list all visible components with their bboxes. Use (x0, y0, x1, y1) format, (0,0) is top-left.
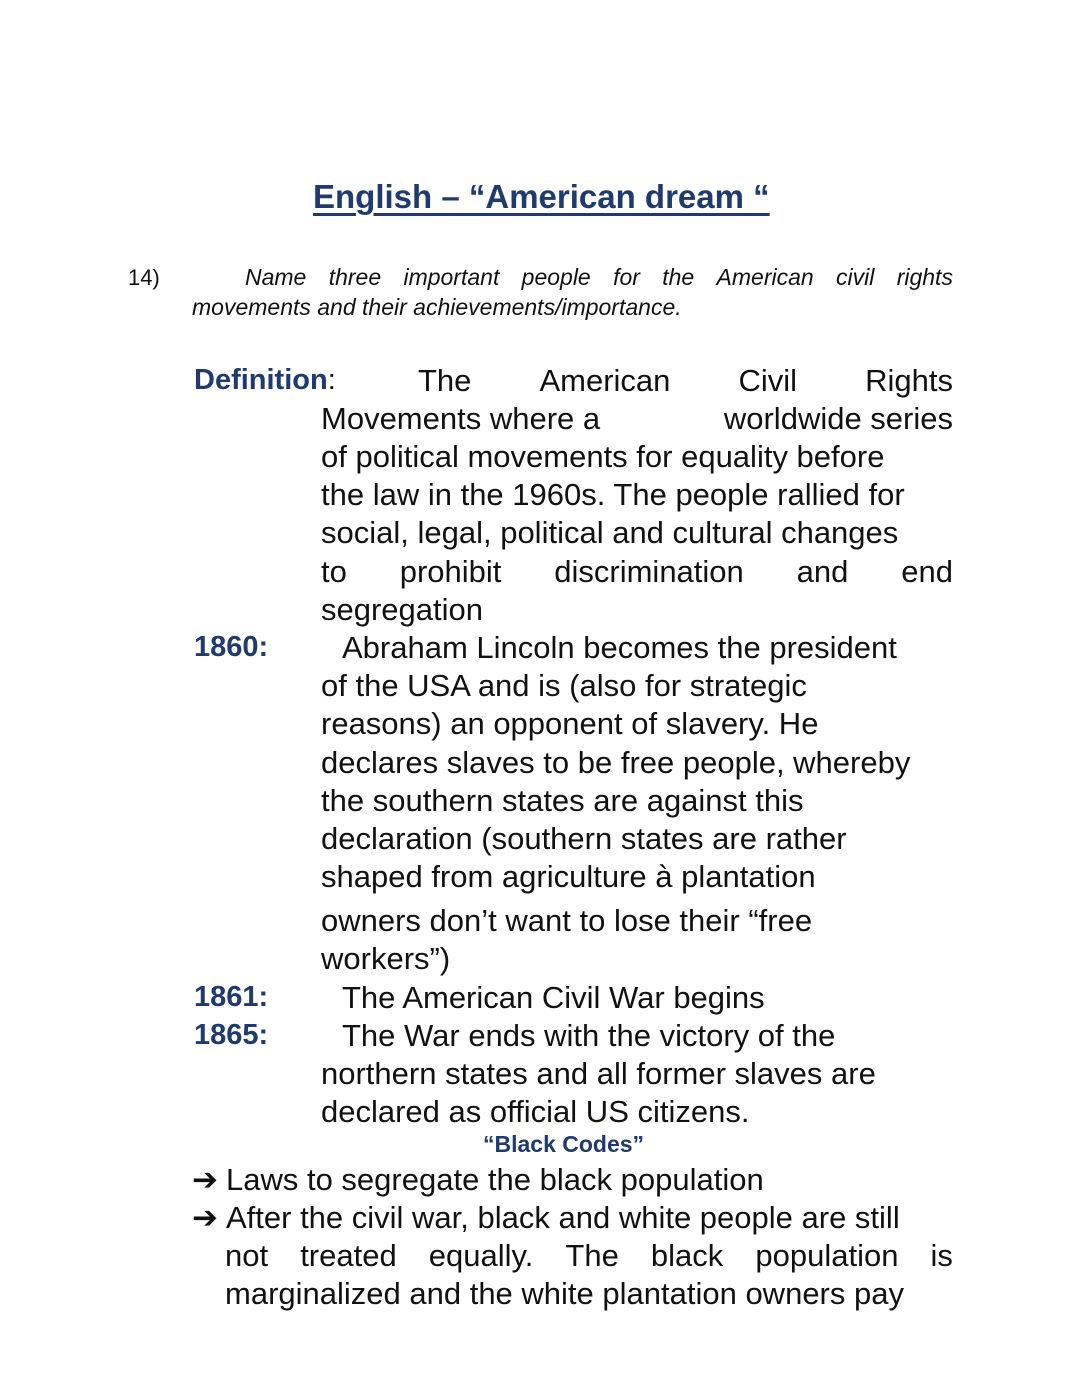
definition-row-4: the law in the 1960s. The people rallied for (321, 477, 905, 512)
definition-word: to (321, 554, 347, 589)
event-1865-line: declared as official US citizens. (321, 1094, 750, 1129)
year-label-1860: 1860: (194, 631, 269, 663)
black-codes-bullet-2-line-2 (225, 1237, 953, 1275)
event-1861-text: The American Civil War begins (342, 980, 765, 1015)
definition-row-2-left: Movements where a (321, 401, 601, 436)
black-codes-bullet-2 (192, 1199, 900, 1237)
definition-label-text: Definition (194, 364, 328, 396)
question-word: three (328, 264, 382, 290)
event-1860-line: shaped from agriculture à plantation (321, 859, 816, 894)
bullet-word: not (225, 1238, 269, 1273)
question-text-line-2: movements and their achievements/importance. (192, 294, 682, 320)
year-label-1865: 1865: (194, 1019, 269, 1051)
definition-word: The (418, 363, 472, 398)
definition-label (194, 364, 336, 397)
definition-word: Rights (865, 363, 953, 398)
question-word: civil (836, 264, 875, 290)
black-codes-bullet-2-line-3: marginalized and the white plantation owners pay (225, 1276, 904, 1311)
bullet-word: population (755, 1238, 899, 1273)
bullet-word: is (930, 1238, 953, 1273)
definition-word: and (796, 554, 849, 589)
event-1860-line: owners don’t want to lose their “free (321, 903, 813, 938)
question-word: the (662, 264, 695, 290)
event-1860-line: of the USA and is (also for strategic (321, 668, 807, 703)
bullet-text: Laws to segregate the black population (225, 1162, 764, 1197)
definition-row-2-right: worldwide series (723, 401, 953, 436)
event-1860-line: Abraham Lincoln becomes the president (342, 630, 897, 665)
event-1865-line: The War ends with the victory of the (342, 1018, 836, 1053)
question-number: 14) (128, 265, 160, 290)
event-1860-line: the southern states are against this (321, 783, 804, 818)
question-word: people (521, 264, 591, 290)
question-word: rights (896, 264, 953, 290)
definition-word: discrimination (554, 554, 744, 589)
question-word: for (613, 264, 640, 290)
bullet-word: black (650, 1238, 724, 1273)
question-word: American (716, 264, 814, 290)
page-title: English – “American dream “ (313, 178, 770, 215)
question-text-line-1 (245, 264, 953, 291)
bullet-word: treated (300, 1238, 397, 1273)
bullet-word: The (565, 1238, 619, 1273)
definition-row-7: segregation (321, 592, 484, 627)
definition-row-6 (321, 553, 953, 591)
definition-row-1 (418, 362, 953, 400)
question-word: Name (245, 264, 307, 290)
event-1860-line: workers”) (321, 941, 451, 976)
event-1860-line: declaration (southern states are rather (321, 821, 847, 856)
bullet-word: equally. (428, 1238, 534, 1273)
definition-word: Civil (738, 363, 798, 398)
definition-word: prohibit (399, 554, 502, 589)
event-1860-line: declares slaves to be free people, whereby (321, 745, 911, 780)
year-label-1861: 1861: (194, 981, 269, 1013)
event-1865-line: northern states and all former slaves are (321, 1056, 876, 1091)
definition-row-3: of political movements for equality before (321, 439, 885, 474)
definition-word: American (539, 363, 671, 398)
bullet-text: After the civil war, black and white people are still (225, 1200, 900, 1235)
arrow-right-icon: ➔ (192, 1200, 218, 1235)
definition-word: end (901, 554, 953, 589)
black-codes-bullet-1 (192, 1161, 764, 1199)
definition-row-5: social, legal, political and cultural changes (321, 515, 899, 550)
arrow-right-icon: ➔ (192, 1162, 218, 1197)
black-codes-heading: “Black Codes” (483, 1131, 645, 1157)
event-1860-line: reasons) an opponent of slavery. He (321, 706, 819, 741)
definition-colon: : (327, 364, 336, 396)
question-word: important (403, 264, 500, 290)
